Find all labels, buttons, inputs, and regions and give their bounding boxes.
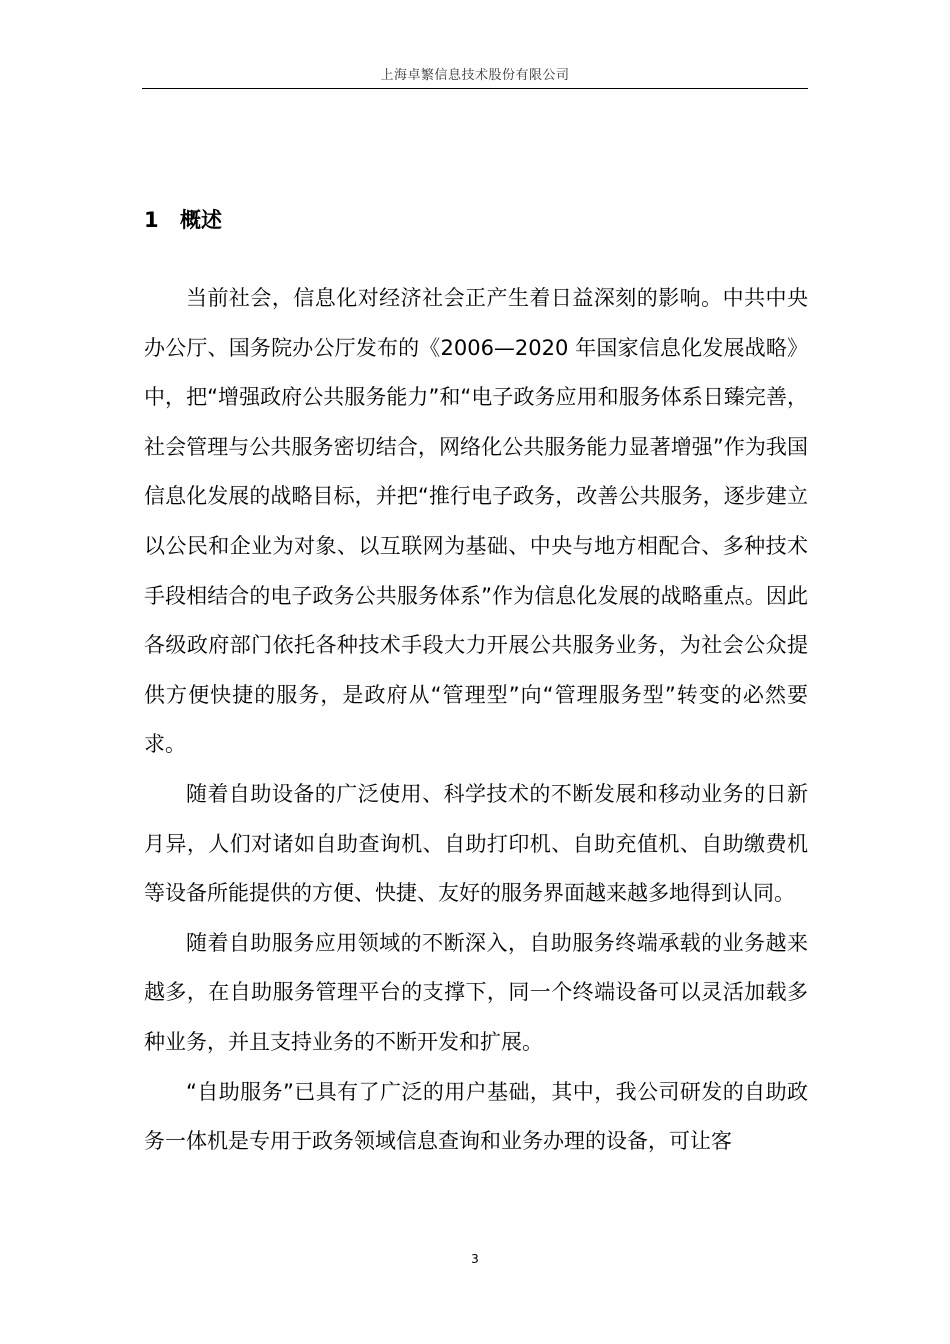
section-title: 概述 [180, 208, 222, 232]
paragraph-self-service-kiosk: “自助服务”已具有了广泛的用户基础，其中，我公司研发的自助政务一体机是专用于政务领域信息查询和业务办理的设备，可让客 [144, 1079, 808, 1154]
section-heading [144, 202, 222, 238]
page-header-company: 上海卓繁信息技术股份有限公司 [380, 68, 570, 83]
paragraph-self-service-devices: 随着自助设备的广泛使用、科学技术的不断发展和移动业务的日新月异，人们对诸如自助查询机、自助打印机、自助充值机、自助缴费机等设备所能提供的方便、快捷、友好的服务界面越来越多地得到认同。 [144, 781, 808, 906]
paragraph-self-service-platform: 随着自助服务应用领域的不断深入，自助服务终端承载的业务越来越多，在自助服务管理平台的支撑下，同一个终端设备可以灵活加载多种业务，并且支持业务的不断开发和扩展。 [144, 930, 808, 1054]
page-number: 3 [471, 1252, 479, 1266]
section-number: 1 [144, 208, 159, 232]
header-divider [142, 88, 808, 89]
paragraph-intro: 当前社会，信息化对经济社会正产生着日益深刻的影响。中共中央办公厅、国务院办公厅发布的《2006—2020 年国家信息化发展战略》中，把“增强政府公共服务能力”和“电子政务应用和服务体系日臻完善，社会管理与公共服务密切结合，网络化公共服务能力显著增强”作为我国信息化发展的战略目标，并把“推行电子政务，改善公共服务，逐步建立以公民和企业为对象、以互联网为基础、中央与地方相配合、多种技术手段相结合的电子政务公共服务体系”作为信息化发展的战略重点。因此各级政府部门依托各种技术手段大力开展公共服务业务，为社会公众提供方便快捷的服务，是政府从“管理型”向“管理服务型”转变的必然要求。 [144, 286, 808, 757]
document-body [144, 274, 808, 1167]
